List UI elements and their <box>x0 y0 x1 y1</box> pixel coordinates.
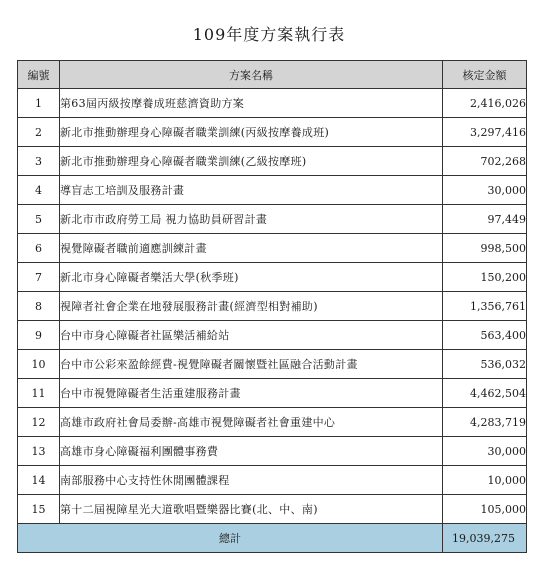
table-row <box>18 118 527 147</box>
row-name: 台中市視覺障礙者生活重建服務計畫 <box>60 379 443 408</box>
header-no: 編號 <box>18 61 60 89</box>
row-amount: 3,297,416 <box>443 118 527 147</box>
row-no: 3 <box>18 147 60 176</box>
row-amount: 30,000 <box>443 437 527 466</box>
table-row <box>18 408 527 437</box>
row-amount: 150,200 <box>443 263 527 292</box>
row-name: 視障者社會企業在地發展服務計畫(經濟型相對補助) <box>60 292 443 321</box>
row-no: 2 <box>18 118 60 147</box>
row-amount: 1,356,761 <box>443 292 527 321</box>
row-amount: 10,000 <box>443 466 527 495</box>
row-name: 新北市推動辦理身心障礙者職業訓練(丙級按摩養成班) <box>60 118 443 147</box>
row-name: 新北市推動辦理身心障礙者職業訓練(乙級按摩班) <box>60 147 443 176</box>
row-no: 1 <box>18 89 60 118</box>
row-no: 5 <box>18 205 60 234</box>
row-amount: 97,449 <box>443 205 527 234</box>
row-name: 導盲志工培訓及服務計畫 <box>60 176 443 205</box>
row-amount: 4,283,719 <box>443 408 527 437</box>
row-no: 13 <box>18 437 60 466</box>
page-title: 109年度方案執行表 <box>192 25 346 44</box>
header-amount: 核定金額 <box>443 61 527 89</box>
row-no: 10 <box>18 350 60 379</box>
row-no: 6 <box>18 234 60 263</box>
row-amount: 4,462,504 <box>443 379 527 408</box>
row-name: 南部服務中心支持性休閒團體課程 <box>60 466 443 495</box>
total-amount: 19,039,275 <box>443 524 527 553</box>
row-no: 4 <box>18 176 60 205</box>
row-amount: 30,000 <box>443 176 527 205</box>
row-name: 視覺障礙者職前適應訓練計畫 <box>60 234 443 263</box>
row-name: 第63屆丙級按摩養成班慈濟資助方案 <box>60 89 443 118</box>
table-row <box>18 147 527 176</box>
table-row <box>18 89 527 118</box>
table-row <box>18 263 527 292</box>
row-name: 台中市公彩來盈餘經費-視覺障礙者關懷暨社區融合活動計畫 <box>60 350 443 379</box>
table-header-row <box>18 61 527 89</box>
row-amount: 2,416,026 <box>443 89 527 118</box>
table-row <box>18 292 527 321</box>
total-label: 總計 <box>18 524 443 553</box>
table-row <box>18 321 527 350</box>
row-name: 新北市市政府勞工局 視力協助員研習計畫 <box>60 205 443 234</box>
table-row <box>18 379 527 408</box>
row-name: 高雄市身心障礙福利團體事務費 <box>60 437 443 466</box>
table-row <box>18 234 527 263</box>
table-row <box>18 205 527 234</box>
total-row <box>18 524 527 553</box>
row-amount: 998,500 <box>443 234 527 263</box>
plan-table <box>17 60 527 553</box>
table-row <box>18 495 527 524</box>
table-row <box>18 350 527 379</box>
row-no: 9 <box>18 321 60 350</box>
row-no: 7 <box>18 263 60 292</box>
row-name: 新北市身心障礙者樂活大學(秋季班) <box>60 263 443 292</box>
row-amount: 563,400 <box>443 321 527 350</box>
row-no: 14 <box>18 466 60 495</box>
row-no: 11 <box>18 379 60 408</box>
row-amount: 536,032 <box>443 350 527 379</box>
row-no: 12 <box>18 408 60 437</box>
table-row <box>18 176 527 205</box>
header-name: 方案名稱 <box>60 61 443 89</box>
row-name: 台中市身心障礙者社區樂活補給站 <box>60 321 443 350</box>
table-row <box>18 466 527 495</box>
table-row <box>18 437 527 466</box>
row-name: 第十二屆視障星光大道歌唱暨樂器比賽(北、中、南) <box>60 495 443 524</box>
row-amount: 105,000 <box>443 495 527 524</box>
row-no: 8 <box>18 292 60 321</box>
row-no: 15 <box>18 495 60 524</box>
row-name: 高雄市政府社會局委辦-高雄市視覺障礙者社會重建中心 <box>60 408 443 437</box>
row-amount: 702,268 <box>443 147 527 176</box>
